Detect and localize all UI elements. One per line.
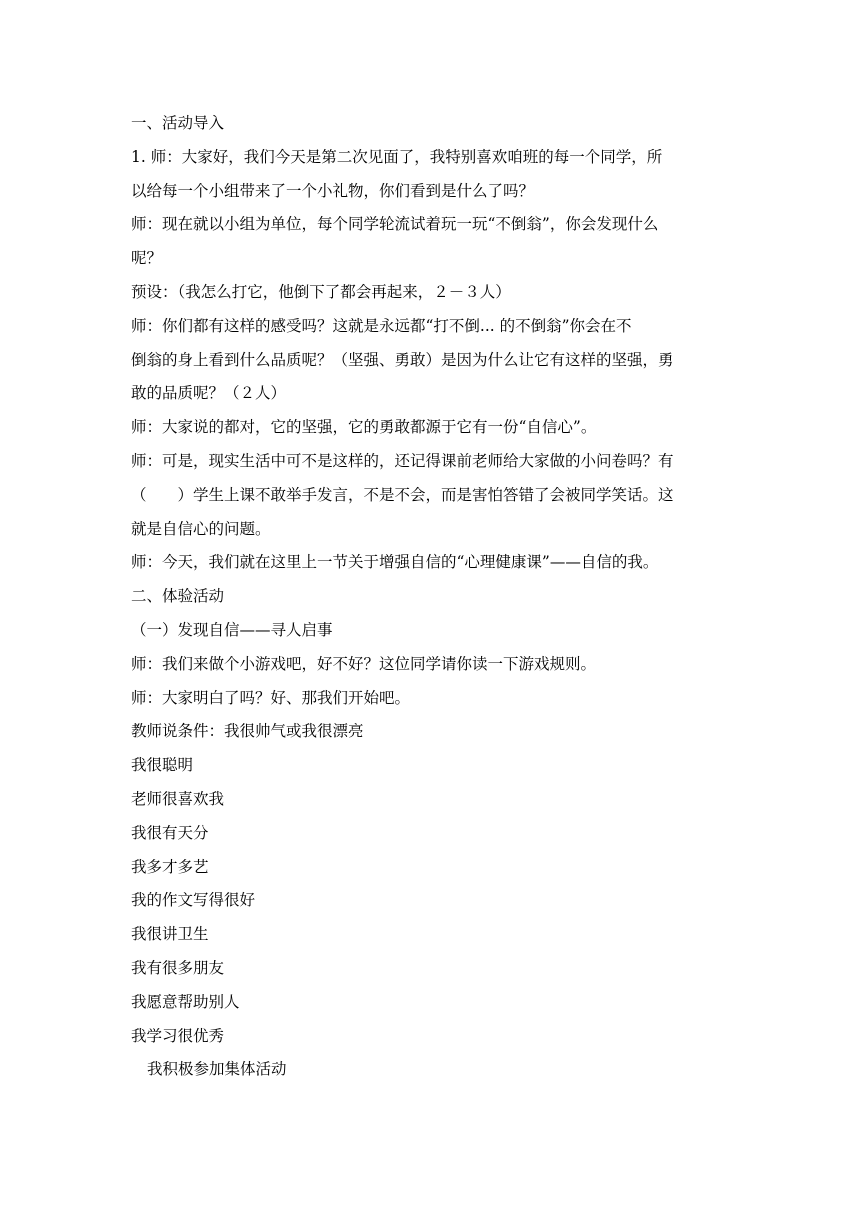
paragraph-line: 就是自信心的问题。 xyxy=(131,519,271,538)
paragraph-line: 师：你们都有这样的感受吗？这就是永远都“打不倒... 的不倒翁”你会在不 xyxy=(131,316,632,335)
list-item: 我有很多朋友 xyxy=(131,958,225,977)
paragraph-line: 以给每一个小组带来了一个小礼物，你们看到是什么了吗？ xyxy=(131,181,535,200)
section-heading-1: 一、活动导入 xyxy=(131,114,225,132)
list-item: 我学习很优秀 xyxy=(131,1026,225,1045)
list-item: 老师很喜欢我 xyxy=(131,789,225,808)
paragraph-line: （ ）学生上课不敢举手发言，不是不会，而是害怕答错了会被同学笑话。这 xyxy=(131,485,674,504)
list-item: 我很讲卫生 xyxy=(131,925,209,944)
paragraph-line: 师：大家明白了吗？好、那我们开始吧。 xyxy=(131,688,411,707)
paragraph-line: 预设：（我怎么打它，他倒下了都会再起来，２－３人） xyxy=(131,282,511,301)
list-item: 我很聪明 xyxy=(131,756,194,775)
list-item: 我多才多艺 xyxy=(131,857,209,876)
paragraph-line: 倒翁的身上看到什么品质呢？（坚强、勇敢）是因为什么让它有这样的坚强，勇 xyxy=(131,350,674,369)
list-item: 我的作文写得很好 xyxy=(131,891,256,910)
paragraph-line: 呢？ xyxy=(131,249,163,268)
paragraph-line: 教师说条件：我很帅气或我很漂亮 xyxy=(131,722,364,741)
section-heading-2: 二、体验活动 xyxy=(131,587,225,606)
subsection-heading: （一）发现自信——寻人启事 xyxy=(131,620,333,639)
paragraph-line: 1. 师：大家好，我们今天是第二次见面了，我特别喜欢咱班的每一个同学，所 xyxy=(131,147,663,166)
document-body xyxy=(131,107,731,1087)
list-item: 我愿意帮助别人 xyxy=(131,992,240,1011)
paragraph-line: 师：今天，我们就在这里上一节关于增强自信的“心理健康课”——自信的我。 xyxy=(131,553,659,572)
paragraph-line: 敢的品质呢？（２人） xyxy=(131,384,287,403)
paragraph-line: 师：大家说的都对，它的坚强，它的勇敢都源于它有一份“自信心”。 xyxy=(131,418,597,437)
paragraph-line: 师：我们来做个小游戏吧，好不好？这位同学请你读一下游戏规则。 xyxy=(131,654,597,673)
paragraph-line: 师：可是，现实生活中可不是这样的，还记得课前老师给大家做的小问卷吗？有 xyxy=(131,451,674,470)
list-item: 我很有天分 xyxy=(131,823,209,842)
paragraph-line: 师：现在就以小组为单位，每个同学轮流试着玩一玩“不倒翁”，你会发现什么 xyxy=(131,215,659,234)
list-item: 我积极参加集体活动 xyxy=(147,1060,287,1079)
